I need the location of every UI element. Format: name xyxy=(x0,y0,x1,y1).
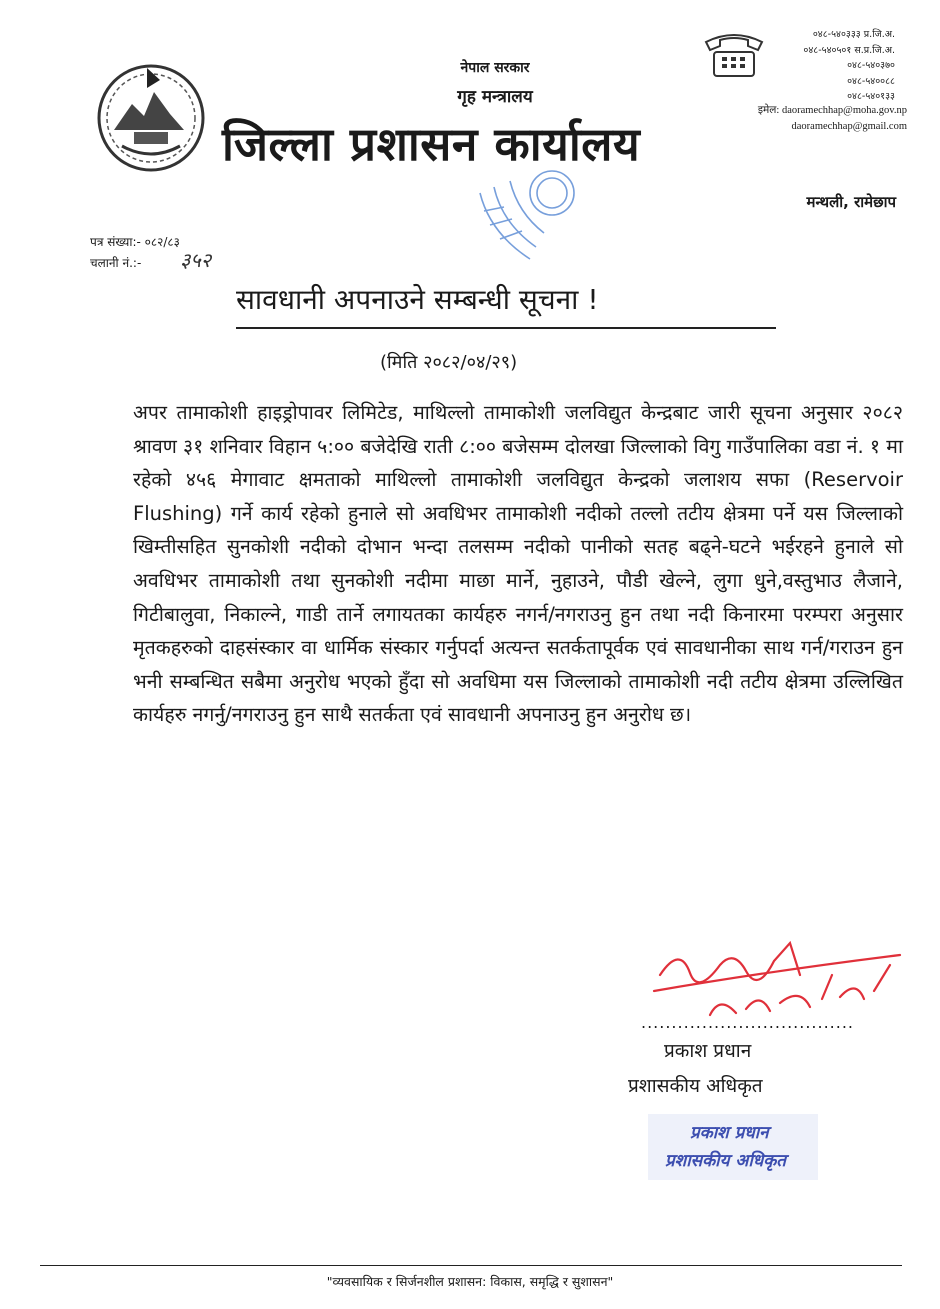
nepal-emblem-icon xyxy=(92,58,210,178)
phone-number: ०४८-५४०३३३ प्र.जि.अ. xyxy=(812,29,895,40)
government-name: नेपाल सरकार xyxy=(460,60,530,76)
email-list xyxy=(758,103,907,135)
phone-number: ०४८-५४०५०१ स.प्र.जि.अ. xyxy=(803,44,895,56)
phone-list xyxy=(803,27,895,105)
phone-number: ०४८-५४०१३३ xyxy=(847,91,895,102)
office-round-stamp-icon xyxy=(470,163,590,273)
footer-divider xyxy=(40,1265,902,1266)
signatory-title: प्रशासकीय अधिकृत xyxy=(628,1075,763,1097)
email-secondary: daoramechhap@gmail.com xyxy=(791,121,907,132)
stamp-title: प्रशासकीय अधिकृत xyxy=(665,1151,786,1171)
office-location: मन्थली, रामेछाप xyxy=(806,193,896,211)
office-name: जिल्ला प्रशासन कार्यालय xyxy=(222,117,641,171)
title-underline xyxy=(236,327,776,329)
signatory-name: प्रकाश प्रधान xyxy=(664,1040,752,1062)
ministry-name: गृह मन्त्रालय xyxy=(457,87,533,107)
telephone-icon xyxy=(702,28,766,80)
footer-motto: "व्यवसायिक र सिर्जनशील प्रशासन: विकास, समृद्धि र सुशासन" xyxy=(326,1274,614,1289)
phone-number: ०४८-५४००८८ xyxy=(847,75,895,87)
letter-number: पत्र संख्या:- ०८२/८३ xyxy=(90,235,180,249)
email-primary: इमेल: daoramechhap@moha.gov.np xyxy=(757,105,907,116)
dispatch-label: चलानी नं.:- xyxy=(90,256,142,270)
notice-date: (मिति २०८२/०४/२९) xyxy=(380,352,518,373)
signature-dots: ................................... xyxy=(641,1013,855,1032)
dispatch-number: ३५२ xyxy=(180,248,212,272)
notice-title: सावधानी अपनाउने सम्बन्धी सूचना ! xyxy=(236,283,599,316)
stamp-name: प्रकाश प्रधान xyxy=(690,1123,769,1143)
phone-number: ०४८-५४०३७० xyxy=(847,60,895,71)
notice-body: अपर तामाकोशी हाइड्रोपावर लिमिटेड, माथिल्लो तामाकोशी जलविद्युत केन्द्रबाट जारी सूचना अनुसार २०८२ श्रावण ३१ शनिवार विहान ५:०० बजेदेखि राती ८:०० बजेसम्म दोलखा जिल्लाको विगु गाउँपालिका वडा नं. १ मा रहेको ४५६ मेगावाट क्षमताको माथिल्लो तामाकोशी जलविद्युत केन्द्रको जलाशय सफा (Reservoir Flushing) गर्ने कार्य रहेको हुनाले सो अवधिभर तामाकोशी नदीको तल्लो तटीय क्षेत्रमा पर्ने यस जिल्लाको खिम्तीसहित सुनकोशी नदीको दोभान भन्दा तलसम्म नदीको पानीको सतह बढ्ने-घटने भईरहने हुनाले सो अवधिभर तामाकोशी तथा सुनकोशी नदीमा माछा मार्ने, नुहाउने, पौडी खेल्ने, लुगा धुने,वस्तुभाउ लैजाने, गिटीबालुवा, निकाल्ने, गाडी तार्ने लगायतका कार्यहरु नगर्न/नगराउनु हुन तथा नदी किनारमा परम्परा अनुसार मृतकहरुको दाहसंस्कार वा धार्मिक संस्कार गर्नुपर्दा अत्यन्त सतर्कतापूर्वक एवं सावधानीका साथ गर्न/गराउन हुन भनी सम्बन्धित सबैमा अनुरोध भएको हुँदा सो अवधिमा यस जिल्लाको तामाकोशी नदी तटीय क्षेत्रमा उल्लिखित कार्यहरु नगर्नु/नगराउनु हुन साथै सतर्कता एवं सावधानी अपनाउनु हुन अनुरोध छ। xyxy=(133,401,903,727)
